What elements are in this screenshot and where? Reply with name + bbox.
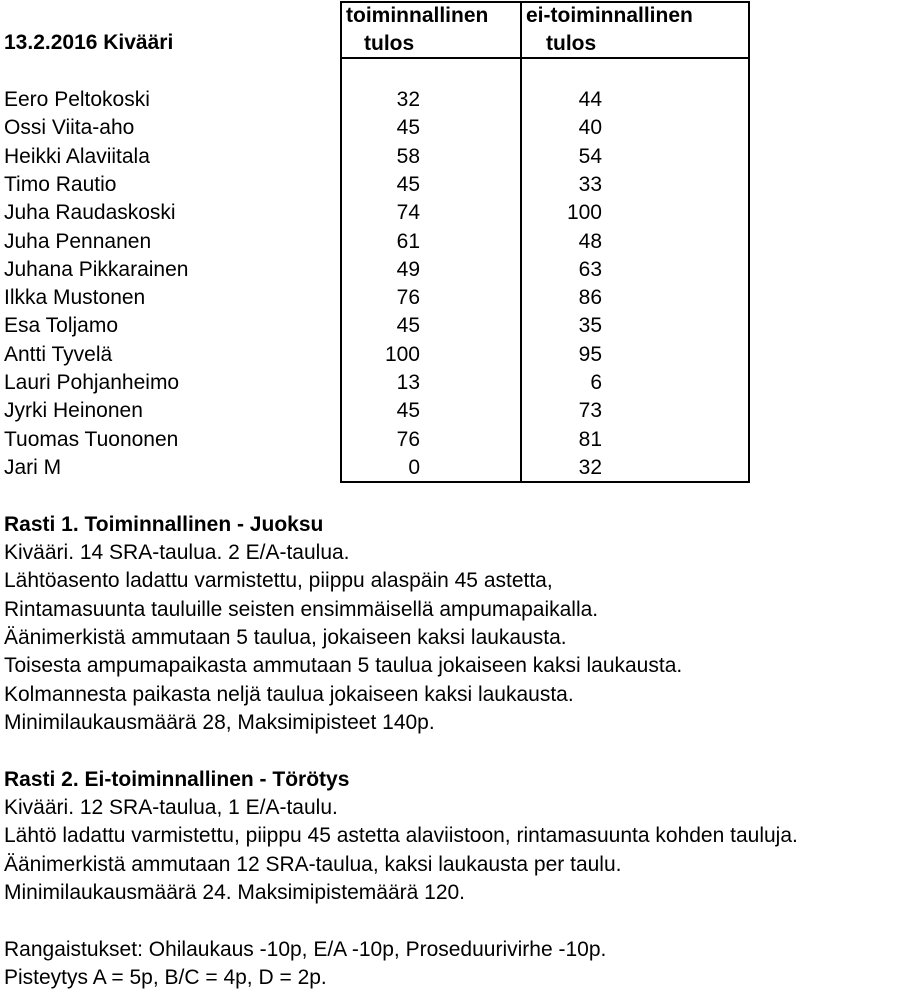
table-row-ei-toiminnallinen-value: 54 (578, 145, 602, 168)
table-row-name: Jyrki Heinonen (4, 399, 143, 422)
table-row-ei-toiminnallinen-value: 48 (578, 230, 602, 253)
table-right-border (748, 1, 750, 483)
table-row-ei-toiminnallinen-value: 86 (578, 286, 602, 309)
table-row-toiminnallinen-value: 74 (396, 201, 420, 224)
sec1-line: Äänimerkistä ammutaan 5 taulua, jokaiseen kaksi laukausta. (4, 626, 567, 649)
table-row-ei-toiminnallinen-value: 95 (578, 343, 602, 366)
column-header-line1: ei-toiminnallinen (526, 4, 693, 27)
column-header-ei-toiminnallinen (526, 2, 693, 58)
footer-line: Pisteytys A = 5p, B/C = 4p, D = 2p. (4, 966, 327, 989)
sec1-line: Rintamasuunta tauluille seisten ensimmäisellä ampumapaikalla. (4, 598, 599, 621)
table-row-toiminnallinen-value: 76 (396, 428, 420, 451)
table-bottom-border (340, 481, 750, 483)
table-row-name: Ossi Viita-aho (4, 116, 135, 139)
sec1-line: Toisesta ampumapaikasta ammutaan 5 taulua jokaiseen kaksi laukausta. (4, 654, 683, 677)
table-row-ei-toiminnallinen-value: 35 (578, 314, 602, 337)
column-header-line2: tulos (546, 32, 597, 55)
sec2-line: Lähtö ladattu varmistettu, piippu 45 astetta alaviistoon, rintamasuunta kohden tauluja. (4, 824, 798, 847)
section2-title: Rasti 2. Ei-toiminnallinen - Törötys (4, 768, 350, 791)
sec2-line: Minimilaukausmäärä 24. Maksimipistemäärä 120. (4, 881, 466, 904)
footer-line: Rangaistukset: Ohilaukaus -10p, E/A -10p, Proseduurivirhe -10p. (4, 938, 607, 961)
sec2-line: Kivääri. 12 SRA-taulua, 1 E/A-taulu. (4, 796, 338, 819)
table-row-name: Juha Pennanen (4, 230, 152, 253)
table-row-toiminnallinen-value: 45 (396, 314, 420, 337)
table-row-ei-toiminnallinen-value: 32 (578, 456, 602, 479)
table-row-ei-toiminnallinen-value: 40 (578, 116, 602, 139)
sec1-line: Lähtöasento ladattu varmistettu, piippu alaspäin 45 astetta, (4, 569, 553, 592)
table-row-name: Jari M (4, 456, 62, 479)
table-row-toiminnallinen-value: 45 (396, 173, 420, 196)
table-row-ei-toiminnallinen-value: 33 (578, 173, 602, 196)
table-row-ei-toiminnallinen-value: 63 (578, 258, 602, 281)
table-row-ei-toiminnallinen-value: 6 (590, 371, 602, 394)
table-row-toiminnallinen-value: 45 (396, 116, 420, 139)
column-header-line1: toiminnallinen (346, 4, 489, 27)
sec1-line: Kolmannesta paikasta neljä taulua jokaiseen kaksi laukausta. (4, 683, 574, 706)
sec2-line: Äänimerkistä ammutaan 12 SRA-taulua, kaksi laukausta per taulu. (4, 853, 622, 876)
table-row-name: Eero Peltokoski (4, 88, 150, 111)
column-header-toiminnallinen (346, 2, 488, 58)
table-row-toiminnallinen-value: 76 (396, 286, 420, 309)
page-title: 13.2.2016 Kivääri (4, 31, 174, 54)
table-row-name: Heikki Alaviitala (4, 145, 150, 168)
table-row-toiminnallinen-value: 0 (408, 456, 420, 479)
table-row-ei-toiminnallinen-value: 81 (578, 428, 602, 451)
table-row-ei-toiminnallinen-value: 44 (578, 88, 602, 111)
table-row-ei-toiminnallinen-value: 100 (566, 201, 602, 224)
table-row-name: Juhana Pikkarainen (4, 258, 189, 281)
table-row-ei-toiminnallinen-value: 73 (578, 399, 602, 422)
table-row-name: Esa Toljamo (4, 314, 119, 337)
table-row-toiminnallinen-value: 49 (396, 258, 420, 281)
sec1-line: Kivääri. 14 SRA-taulua. 2 E/A-taulua. (4, 541, 350, 564)
table-row-name: Tuomas Tuononen (4, 428, 179, 451)
table-row-toiminnallinen-value: 32 (396, 88, 420, 111)
table-row-toiminnallinen-value: 45 (396, 399, 420, 422)
table-row-name: Timo Rautio (4, 173, 117, 196)
column-header-line2: tulos (364, 32, 415, 55)
table-row-toiminnallinen-value: 13 (396, 371, 420, 394)
table-row-name: Lauri Pohjanheimo (4, 371, 180, 394)
table-row-toiminnallinen-value: 58 (396, 145, 420, 168)
table-row-name: Antti Tyvelä (4, 343, 113, 366)
table-row-toiminnallinen-value: 61 (396, 230, 420, 253)
sec1-line: Minimilaukausmäärä 28, Maksimipisteet 140p. (4, 711, 435, 734)
table-row-toiminnallinen-value: 100 (384, 343, 420, 366)
table-row-name: Ilkka Mustonen (4, 286, 146, 309)
section1-title: Rasti 1. Toiminnallinen - Juoksu (4, 513, 324, 536)
table-row-name: Juha Raudaskoski (4, 201, 176, 224)
